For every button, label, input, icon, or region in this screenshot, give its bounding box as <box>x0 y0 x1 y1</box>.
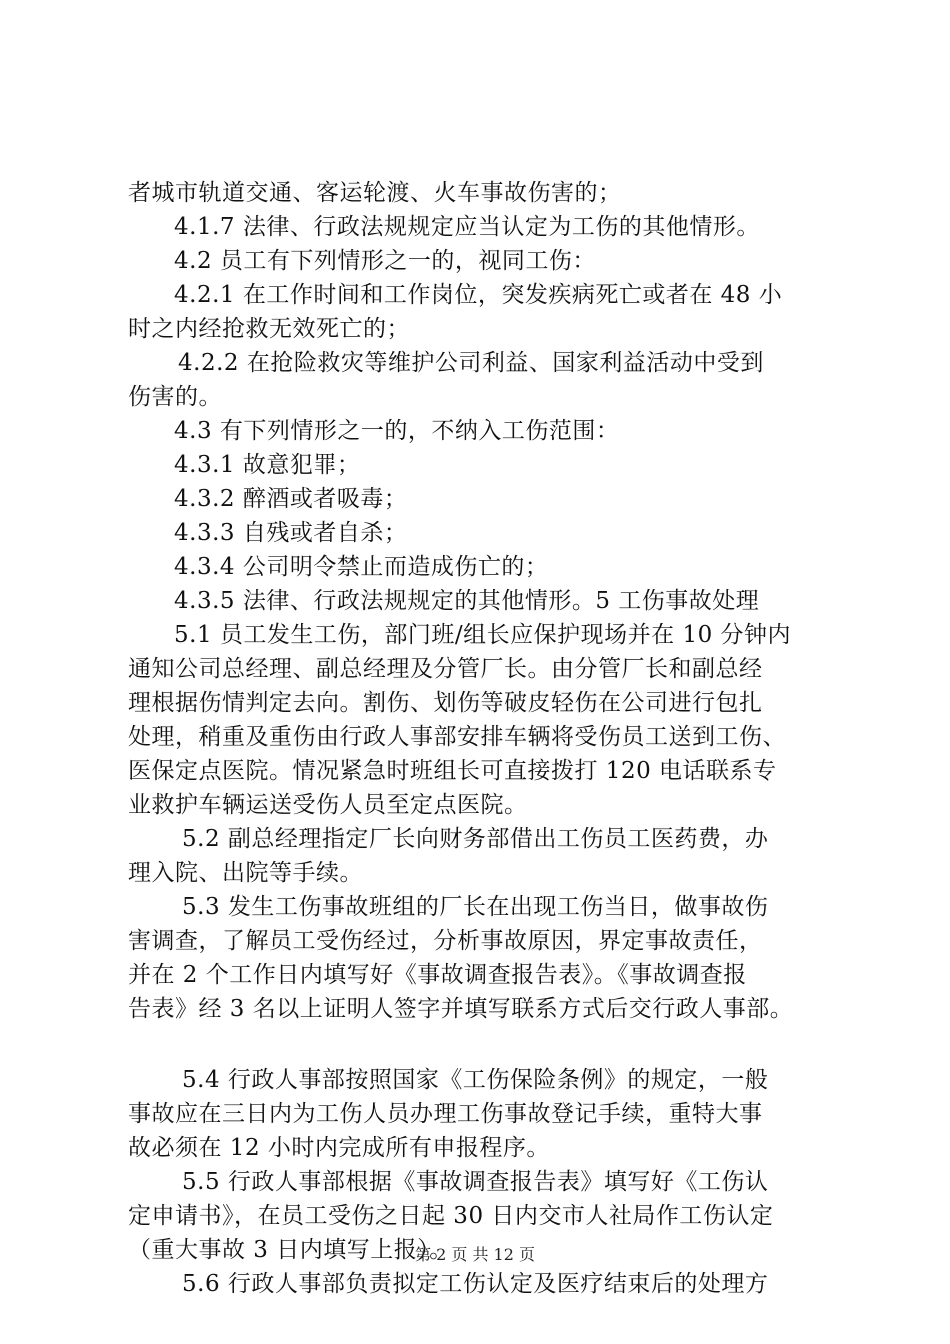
text-line: 业救护车辆运送受伤人员至定点医院。 <box>128 792 528 818</box>
text-line: 4.3.3 自残或者自杀； <box>174 520 408 546</box>
text-line: 5.1 员工发生工伤，部门班/组长应保护现场并在 10 分钟内 <box>174 622 792 648</box>
text-line: 通知公司总经理、副总经理及分管厂长。由分管厂长和副总经 <box>128 656 763 682</box>
text-line: 5.4 行政人事部按照国家《工伤保险条例》的规定，一般 <box>182 1067 769 1093</box>
text-line: 医保定点医院。情况紧急时班组长可直接拨打 120 电话联系专 <box>128 758 777 784</box>
text-line: 4.3 有下列情形之一的，不纳入工伤范围： <box>174 418 620 444</box>
text-line: 处理，稍重及重伤由行政人事部安排车辆将受伤员工送到工伤、 <box>128 724 786 750</box>
text-line: 4.3.4 公司明令禁止而造成伤亡的； <box>174 554 549 580</box>
paragraph-spacer <box>128 1026 838 1063</box>
text-line: 告表》经 3 名以上证明人签字并填写联系方式后交行政人事部。 <box>128 996 794 1022</box>
text-line: 5.6 行政人事部负责拟定工伤认定及医疗结束后的处理方 <box>182 1271 769 1297</box>
page-footer: 第 2 页 共 12 页 <box>415 1245 535 1264</box>
text-line: 害调查，了解员工受伤经过，分析事故原因，界定事故责任， <box>128 928 763 954</box>
text-line: 理入院、出院等手续。 <box>128 860 363 886</box>
text-line: （重大事故 3 日内填写上报）。 <box>128 1237 453 1263</box>
text-line: 4.2.1 在工作时间和工作岗位，突发疾病死亡或者在 48 小 <box>174 282 783 308</box>
text-line: 故必须在 12 小时内完成所有申报程序。 <box>128 1135 550 1161</box>
text-line: 4.2.2 在抢险救灾等维护公司利益、国家利益活动中受到 <box>178 350 764 376</box>
text-line: 理根据伤情判定去向。割伤、划伤等破皮轻伤在公司进行包扎 <box>128 690 763 716</box>
text-line: 者城市轨道交通、客运轮渡、火车事故伤害的； <box>128 180 622 206</box>
text-line: 4.3.1 故意犯罪； <box>174 452 361 478</box>
text-line: 并在 2 个工作日内填写好《事故调查报告表》。《事故调查报 <box>128 962 747 988</box>
text-line: 时之内经抢救无效死亡的； <box>128 316 410 342</box>
document-body <box>128 176 838 1301</box>
text-line: 伤害的。 <box>128 384 222 410</box>
text-line: 4.1.7 法律、行政法规规定应当认定为工伤的其他情形。 <box>174 214 760 240</box>
text-line: 4.3.2 醉酒或者吸毒； <box>174 486 408 512</box>
text-line: 5.2 副总经理指定厂长向财务部借出工伤员工医药费，办 <box>182 826 769 852</box>
text-line: 4.3.5 法律、行政法规规定的其他情形。5 工伤事故处理 <box>174 588 760 614</box>
text-line: 定申请书》，在员工受伤之日起 30 日内交市人社局作工伤认定 <box>128 1203 774 1229</box>
text-line: 事故应在三日内为工伤人员办理工伤事故登记手续，重特大事 <box>128 1101 763 1127</box>
text-line: 5.3 发生工伤事故班组的厂长在出现工伤当日，做事故伤 <box>182 894 769 920</box>
text-line: 5.5 行政人事部根据《事故调查报告表》填写好《工伤认 <box>182 1169 769 1195</box>
text-line: 4.2 员工有下列情形之一的，视同工伤： <box>174 248 596 274</box>
